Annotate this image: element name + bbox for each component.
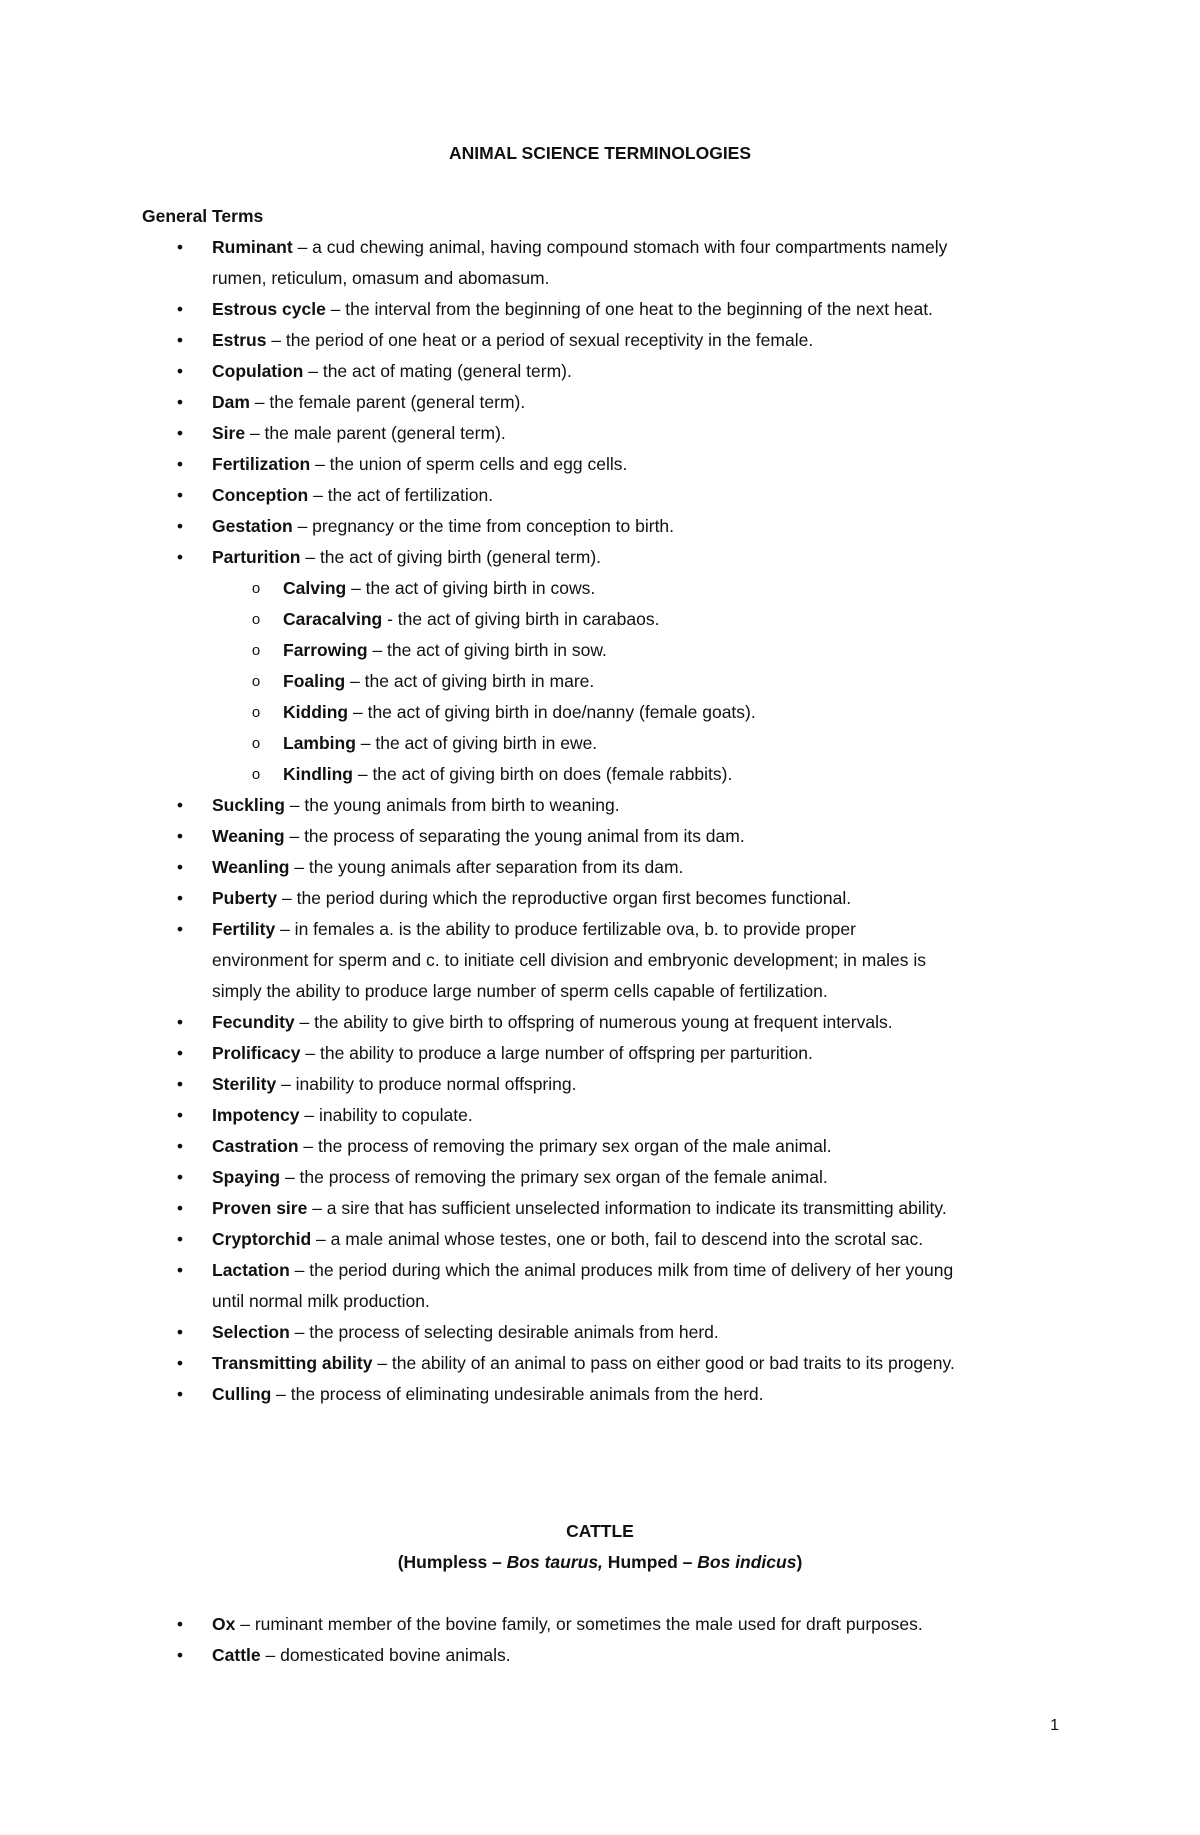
list-item — [0, 852, 1072, 883]
list-item — [0, 1193, 1072, 1224]
circle-bullet-icon: o — [251, 735, 261, 752]
definition: – the act of giving birth in cows. — [346, 578, 596, 598]
list-item — [0, 1609, 1072, 1640]
list-item — [0, 1038, 1072, 1069]
definition: – the process of removing the primary sex organ of the male animal. — [298, 1136, 832, 1156]
term: Kidding — [283, 702, 349, 722]
cattle-subheading — [0, 1552, 1200, 1573]
cattle-terms-list — [0, 1609, 1200, 1671]
definition: – a cud chewing animal, having compound stomach with four compartments namely — [292, 237, 948, 257]
cattle-sub-indicus: Bos indicus — [697, 1552, 797, 1572]
bullet-icon: • — [176, 888, 184, 908]
term: Sire — [212, 423, 246, 443]
list-item — [0, 1640, 1072, 1671]
term: Selection — [212, 1322, 290, 1342]
definition: – the male parent (general term). — [245, 423, 506, 443]
term: Transmitting ability — [212, 1353, 373, 1373]
definition: – in females a. is the ability to produce fertilizable ova, b. to provide proper — [275, 919, 856, 939]
definition: – the process of separating the young animal from its dam. — [284, 826, 745, 846]
list-item — [0, 232, 1072, 294]
definition: – the process of selecting desirable animals from herd. — [289, 1322, 719, 1342]
bullet-icon: • — [176, 1645, 184, 1665]
sub-list-item — [0, 573, 1083, 604]
list-item — [0, 1255, 1072, 1317]
sub-list-item — [0, 759, 1083, 790]
term: Estrus — [212, 330, 267, 350]
bullet-icon: • — [176, 1136, 184, 1156]
definition: – pregnancy or the time from conception to birth. — [292, 516, 675, 536]
term: Estrous cycle — [212, 299, 326, 319]
sub-list-item — [0, 604, 1083, 635]
sub-list-item — [0, 635, 1083, 666]
definition-continued: environment for sperm and c. to initiate cell division and embryonic development; in males is — [212, 950, 926, 970]
sub-list-item — [0, 728, 1083, 759]
bullet-icon: • — [176, 299, 184, 319]
definition: – the period of one heat or a period of sexual receptivity in the female. — [266, 330, 814, 350]
term: Castration — [212, 1136, 299, 1156]
term: Sterility — [212, 1074, 277, 1094]
circle-bullet-icon: o — [251, 704, 261, 721]
list-item — [0, 449, 1072, 480]
list-item — [0, 1348, 1072, 1379]
definition: – the female parent (general term). — [249, 392, 526, 412]
bullet-icon: • — [176, 485, 184, 505]
list-item — [0, 1100, 1072, 1131]
term: Caracalving — [283, 609, 383, 629]
term: Conception — [212, 485, 309, 505]
term: Weanling — [212, 857, 290, 877]
list-item — [0, 542, 1072, 573]
definition: – the period during which the reproductive organ first becomes functional. — [277, 888, 852, 908]
bullet-icon: • — [176, 795, 184, 815]
bullet-icon: • — [176, 1614, 184, 1634]
term: Impotency — [212, 1105, 300, 1125]
bullet-icon: • — [176, 423, 184, 443]
definition: – the act of giving birth (general term). — [300, 547, 602, 567]
bullet-icon: • — [176, 1353, 184, 1373]
term: Gestation — [212, 516, 293, 536]
list-item — [0, 790, 1072, 821]
definition: – the process of eliminating undesirable animals from the herd. — [271, 1384, 764, 1404]
list-item — [0, 356, 1072, 387]
list-item — [0, 325, 1072, 356]
definition: - the act of giving birth in carabaos. — [382, 609, 660, 629]
definition: – the ability to produce a large number of offspring per parturition. — [300, 1043, 813, 1063]
general-terms-heading: General Terms — [142, 206, 264, 226]
definition-continued: until normal milk production. — [212, 1291, 430, 1311]
definition: – ruminant member of the bovine family, or sometimes the male used for draft purposes. — [235, 1614, 923, 1634]
definition: – the act of giving birth in doe/nanny (female goats). — [348, 702, 756, 722]
term: Parturition — [212, 547, 301, 567]
list-item — [0, 1317, 1072, 1348]
bullet-icon: • — [176, 1105, 184, 1125]
definition: – the young animals from birth to weaning. — [284, 795, 620, 815]
circle-bullet-icon: o — [251, 611, 261, 628]
circle-bullet-icon: o — [251, 673, 261, 690]
list-item — [0, 387, 1072, 418]
definition: – the period during which the animal produces milk from time of delivery of her young — [289, 1260, 954, 1280]
term: Lactation — [212, 1260, 290, 1280]
list-item — [0, 914, 1072, 1007]
list-item — [0, 511, 1072, 542]
page-number: 1 — [1050, 1717, 1059, 1734]
bullet-icon: • — [176, 857, 184, 877]
term: Prolificacy — [212, 1043, 301, 1063]
list-item — [0, 294, 1072, 325]
circle-bullet-icon: o — [251, 642, 261, 659]
term: Fertilization — [212, 454, 311, 474]
term: Calving — [283, 578, 347, 598]
definition: – the act of giving birth in ewe. — [355, 733, 598, 753]
term: Ox — [212, 1614, 236, 1634]
cattle-sub-open: (Humpless – — [397, 1552, 507, 1572]
definition: – the ability of an animal to pass on either good or bad traits to its progeny. — [372, 1353, 955, 1373]
definition: – the act of fertilization. — [308, 485, 494, 505]
bullet-icon: • — [176, 1384, 184, 1404]
term: Dam — [212, 392, 250, 412]
bullet-icon: • — [176, 1260, 184, 1280]
bullet-icon: • — [176, 237, 184, 257]
bullet-icon: • — [176, 1074, 184, 1094]
term: Cattle — [212, 1645, 261, 1665]
bullet-icon: • — [176, 1322, 184, 1342]
definition: – the act of giving birth in mare. — [345, 671, 595, 691]
list-item — [0, 821, 1072, 852]
term: Proven sire — [212, 1198, 308, 1218]
circle-bullet-icon: o — [251, 580, 261, 597]
definition: – the interval from the beginning of one heat to the beginning of the next heat. — [325, 299, 933, 319]
bullet-icon: • — [176, 330, 184, 350]
term: Weaning — [212, 826, 285, 846]
term: Spaying — [212, 1167, 281, 1187]
term: Fecundity — [212, 1012, 295, 1032]
definition: – the union of sperm cells and egg cells. — [310, 454, 628, 474]
definition: – a male animal whose testes, one or both, fail to descend into the scrotal sac. — [311, 1229, 924, 1249]
bullet-icon: • — [176, 1012, 184, 1032]
list-item — [0, 1379, 1072, 1410]
list-item — [0, 1162, 1072, 1193]
cattle-heading: CATTLE — [566, 1521, 634, 1541]
bullet-icon: • — [176, 1043, 184, 1063]
term: Kindling — [283, 764, 353, 784]
term: Copulation — [212, 361, 304, 381]
sub-list-item — [0, 666, 1083, 697]
bullet-icon: • — [176, 454, 184, 474]
term: Farrowing — [283, 640, 368, 660]
bullet-icon: • — [176, 1229, 184, 1249]
definition: – inability to copulate. — [299, 1105, 473, 1125]
general-terms-list — [0, 232, 1200, 1410]
term: Lambing — [283, 733, 356, 753]
definition: – the process of removing the primary sex organ of the female animal. — [280, 1167, 828, 1187]
definition: – the act of giving birth in sow. — [367, 640, 607, 660]
cattle-sub-mid: Humped – — [602, 1552, 698, 1572]
list-item — [0, 1069, 1072, 1100]
term: Cryptorchid — [212, 1229, 312, 1249]
definition: – domesticated bovine animals. — [260, 1645, 511, 1665]
definition: – the act of giving birth on does (female rabbits). — [352, 764, 733, 784]
definition: – the act of mating (general term). — [303, 361, 572, 381]
sub-list-item — [0, 697, 1083, 728]
list-item — [0, 1224, 1072, 1255]
bullet-icon: • — [176, 392, 184, 412]
term: Puberty — [212, 888, 278, 908]
list-item — [0, 1007, 1072, 1038]
bullet-icon: • — [176, 516, 184, 536]
circle-bullet-icon: o — [251, 766, 261, 783]
definition: – a sire that has sufficient unselected information to indicate its transmitting ability. — [307, 1198, 947, 1218]
term: Ruminant — [212, 237, 293, 257]
cattle-sub-close: ) — [796, 1552, 803, 1572]
term: Fertility — [212, 919, 276, 939]
definition: – the young animals after separation from its dam. — [289, 857, 684, 877]
definition: – inability to produce normal offspring. — [276, 1074, 577, 1094]
definition-continued: simply the ability to produce large number of sperm cells capable of fertilization. — [212, 981, 828, 1001]
list-item — [0, 480, 1072, 511]
list-item — [0, 1131, 1072, 1162]
bullet-icon: • — [176, 826, 184, 846]
bullet-icon: • — [176, 919, 184, 939]
bullet-icon: • — [176, 361, 184, 381]
term: Foaling — [283, 671, 346, 691]
term: Culling — [212, 1384, 272, 1404]
list-item — [0, 418, 1072, 449]
definition: – the ability to give birth to offspring of numerous young at frequent intervals. — [294, 1012, 893, 1032]
bullet-icon: • — [176, 1198, 184, 1218]
definition-continued: rumen, reticulum, omasum and abomasum. — [212, 268, 550, 288]
bullet-icon: • — [176, 547, 184, 567]
cattle-sub-taurus: Bos taurus, — [506, 1552, 603, 1572]
document-title: ANIMAL SCIENCE TERMINOLOGIES — [448, 143, 752, 163]
bullet-icon: • — [176, 1167, 184, 1187]
term: Suckling — [212, 795, 285, 815]
list-item — [0, 883, 1072, 914]
